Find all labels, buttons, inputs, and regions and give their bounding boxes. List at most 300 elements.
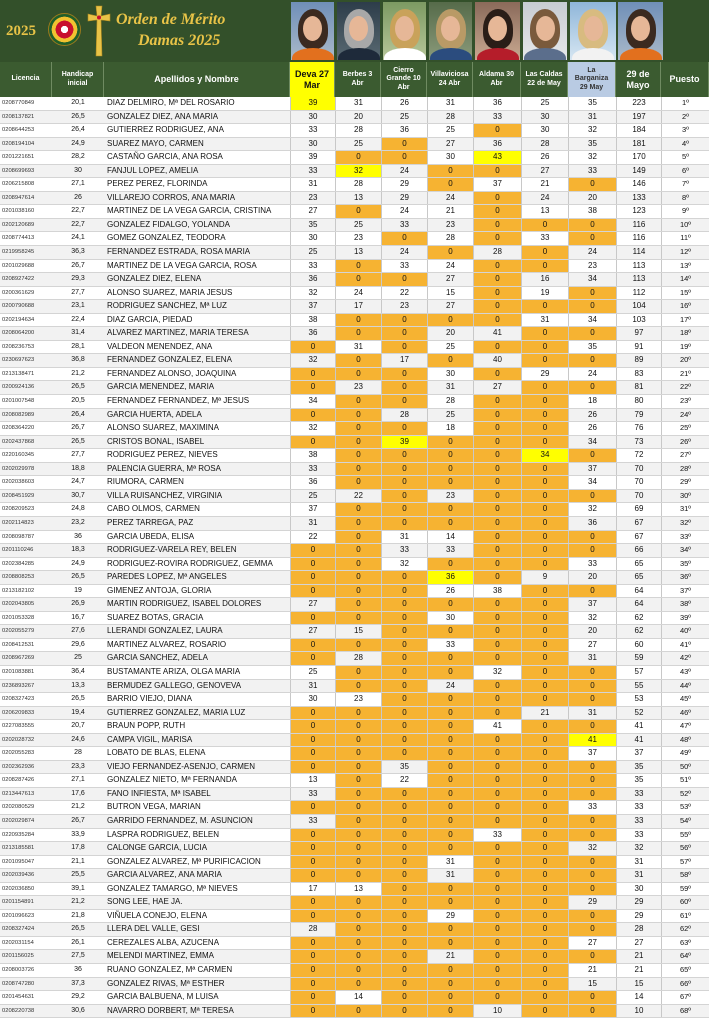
score-cell-cierro-grande: 0 <box>381 463 427 476</box>
player-row <box>0 1005 709 1019</box>
header-event-aldama: Aldama 30 Abr <box>473 62 521 97</box>
score-cell-aldama: 0 <box>473 368 521 381</box>
score-cell-cierro-grande: 0 <box>381 341 427 354</box>
score-cell-las-caldas: 30 <box>521 111 568 124</box>
score-cell-berbes: 0 <box>335 774 381 787</box>
score-cell-villaviciosa: 0 <box>427 978 473 991</box>
score-cell-aldama: 0 <box>473 287 521 300</box>
score-cell-villaviciosa: 30 <box>427 368 473 381</box>
player-row <box>0 652 709 666</box>
score-cell-villaviciosa: 0 <box>427 761 473 774</box>
winner-photo-villaviciosa <box>429 2 472 60</box>
score-cell-berbes: 28 <box>335 178 381 191</box>
total-points-cell: 33 <box>616 815 661 828</box>
handicap-cell: 18,3 <box>71 546 85 554</box>
score-cell-aldama: 0 <box>473 856 521 869</box>
puesto-cell: 22º <box>661 381 709 394</box>
score-cell-deva: 0 <box>290 381 335 394</box>
score-cell-cierro-grande: 22 <box>381 774 427 787</box>
player-name-cell: CABO OLMOS, CARMEN <box>107 504 200 514</box>
score-cell-berbes: 0 <box>335 666 381 679</box>
score-cell-la-barganiza: 31 <box>568 111 616 124</box>
total-points-cell: 184 <box>616 124 661 137</box>
player-row <box>0 354 709 368</box>
score-cell-cierro-grande: 39 <box>381 436 427 449</box>
handicap-cell: 36,3 <box>71 248 85 256</box>
player-name-cell: GUTIERREZ GONZALEZ, MARIA LUZ <box>107 707 246 717</box>
score-cell-deva: 0 <box>290 720 335 733</box>
score-cell-la-barganiza: 34 <box>568 273 616 286</box>
player-row <box>0 232 709 246</box>
score-cell-la-barganiza: 37 <box>568 747 616 760</box>
score-cell-aldama: 0 <box>473 680 521 693</box>
player-row <box>0 260 709 274</box>
total-points-cell: 197 <box>616 111 661 124</box>
player-row <box>0 598 709 612</box>
score-cell-villaviciosa: 0 <box>427 693 473 706</box>
score-cell-cierro-grande: 24 <box>381 205 427 218</box>
score-cell-villaviciosa: 0 <box>427 991 473 1004</box>
player-name-cell: GARCIA HUERTA, ADELA <box>107 409 202 419</box>
winner-photo-deva <box>291 2 334 60</box>
handicap-cell: 19,4 <box>71 708 85 716</box>
score-cell-berbes: 31 <box>335 341 381 354</box>
player-row <box>0 869 709 883</box>
licencia-cell: 0201096623 <box>2 912 35 919</box>
score-cell-deva: 33 <box>290 165 335 178</box>
player-name-cell: GARCIA MENENDEZ, MARIA <box>107 382 215 392</box>
score-cell-cierro-grande: 0 <box>381 598 427 611</box>
score-cell-aldama: 0 <box>473 896 521 909</box>
player-name-cell: PALENCIA GUERRA, Mª ROSA <box>107 463 221 473</box>
licencia-cell: 0200790688 <box>2 303 35 310</box>
score-cell-las-caldas: 21 <box>521 178 568 191</box>
score-cell-berbes: 0 <box>335 734 381 747</box>
score-cell-berbes: 25 <box>335 138 381 151</box>
score-cell-deva: 0 <box>290 558 335 571</box>
player-name-cell: LLERA DEL VALLE, GESI <box>107 924 200 934</box>
score-cell-la-barganiza: 31 <box>568 707 616 720</box>
score-cell-las-caldas: 0 <box>521 341 568 354</box>
total-points-cell: 21 <box>616 950 661 963</box>
licencia-cell: 0208927422 <box>2 276 35 283</box>
score-cell-villaviciosa: 0 <box>427 829 473 842</box>
player-name-cell: GONZALEZ DIEZ, ANA MARIA <box>107 111 219 121</box>
score-cell-las-caldas: 13 <box>521 205 568 218</box>
score-cell-berbes: 0 <box>335 950 381 963</box>
score-cell-las-caldas: 0 <box>521 585 568 598</box>
licencia-cell: 0202055283 <box>2 750 35 757</box>
player-name-cell: FERNANDEZ ALONSO, JOAQUINA <box>107 368 237 378</box>
score-cell-aldama: 0 <box>473 409 521 422</box>
score-cell-aldama: 32 <box>473 666 521 679</box>
puesto-cell: 36º <box>661 571 709 584</box>
score-cell-deva: 27 <box>290 205 335 218</box>
score-cell-la-barganiza: 33 <box>568 165 616 178</box>
puesto-cell: 32º <box>661 517 709 530</box>
puesto-cell: 15º <box>661 287 709 300</box>
player-row <box>0 476 709 490</box>
score-cell-villaviciosa: 0 <box>427 178 473 191</box>
total-points-cell: 81 <box>616 381 661 394</box>
score-cell-aldama: 0 <box>473 869 521 882</box>
score-cell-berbes: 0 <box>335 788 381 801</box>
score-cell-aldama: 0 <box>473 652 521 665</box>
player-name-cell: MARTINEZ DE LA VEGA GARCIA, CRISTINA <box>107 206 272 216</box>
score-cell-berbes: 0 <box>335 585 381 598</box>
score-cell-deva: 0 <box>290 801 335 814</box>
score-cell-berbes: 0 <box>335 761 381 774</box>
licencia-cell: 0202194634 <box>2 316 35 323</box>
score-cell-deva: 0 <box>290 937 335 950</box>
score-cell-la-barganiza: 37 <box>568 463 616 476</box>
score-cell-aldama: 0 <box>473 165 521 178</box>
handicap-cell: 36 <box>74 532 82 540</box>
score-cell-cierro-grande: 0 <box>381 801 427 814</box>
licencia-cell: 0208770849 <box>2 100 35 106</box>
score-cell-cierro-grande: 0 <box>381 842 427 855</box>
puesto-cell: 43º <box>661 666 709 679</box>
score-cell-aldama: 0 <box>473 463 521 476</box>
score-cell-la-barganiza: 32 <box>568 124 616 137</box>
licencia-cell: 0202055279 <box>2 628 35 635</box>
score-cell-aldama: 0 <box>473 232 521 245</box>
handicap-cell: 21,2 <box>71 369 85 377</box>
player-name-cell: CEREZALES ALBA, AZUCENA <box>107 937 220 947</box>
score-cell-deva: 0 <box>290 639 335 652</box>
handicap-cell: 31,4 <box>71 329 85 337</box>
player-name-cell: CASTAÑO GARCIA, ANA ROSA <box>107 152 223 162</box>
licencia-cell: 0201156025 <box>2 953 34 960</box>
score-cell-villaviciosa: 0 <box>427 774 473 787</box>
score-cell-berbes: 0 <box>335 544 381 557</box>
score-cell-berbes: 0 <box>335 842 381 855</box>
score-cell-villaviciosa: 0 <box>427 436 473 449</box>
score-cell-cierro-grande: 0 <box>381 314 427 327</box>
handicap-cell: 16,7 <box>71 613 85 621</box>
score-cell-deva: 0 <box>290 978 335 991</box>
score-cell-aldama: 0 <box>473 558 521 571</box>
score-cell-berbes: 0 <box>335 409 381 422</box>
total-points-cell: 146 <box>616 178 661 191</box>
score-cell-la-barganiza: 32 <box>568 151 616 164</box>
total-points-cell: 67 <box>616 531 661 544</box>
player-row <box>0 449 709 463</box>
score-cell-las-caldas: 26 <box>521 151 568 164</box>
total-points-cell: 113 <box>616 260 661 273</box>
score-cell-cierro-grande: 0 <box>381 449 427 462</box>
winner-photo-cierro-grande <box>383 2 426 60</box>
score-cell-villaviciosa: 26 <box>427 585 473 598</box>
header-licencia: Licencia <box>0 62 52 97</box>
player-row <box>0 978 709 992</box>
score-cell-las-caldas: 0 <box>521 260 568 273</box>
handicap-cell: 36,8 <box>71 356 85 364</box>
puesto-cell: 6º <box>661 165 709 178</box>
puesto-cell: 44º <box>661 680 709 693</box>
winner-photo-berbes <box>337 2 380 60</box>
score-cell-deva: 31 <box>290 178 335 191</box>
licencia-cell: 0208364220 <box>2 425 35 432</box>
player-row <box>0 856 709 870</box>
score-cell-las-caldas: 0 <box>521 720 568 733</box>
score-cell-cierro-grande: 0 <box>381 869 427 882</box>
puesto-cell: 10º <box>661 219 709 232</box>
player-row <box>0 558 709 572</box>
licencia-cell: 0208236753 <box>2 343 35 350</box>
licencia-cell: 0201221651 <box>2 154 35 161</box>
licencia-cell: 0208209523 <box>2 506 35 513</box>
handicap-cell: 21,8 <box>71 911 85 919</box>
player-name-cell: PEREZ PEREZ, FLORINDA <box>107 179 208 189</box>
player-name-cell: GONZALEZ ALVAREZ, Mª PURIFICACION <box>107 856 261 866</box>
puesto-cell: 27º <box>661 449 709 462</box>
puesto-cell: 28º <box>661 463 709 476</box>
handicap-cell: 25,5 <box>71 871 85 879</box>
total-points-cell: 37 <box>616 747 661 760</box>
score-cell-berbes: 0 <box>335 422 381 435</box>
handicap-cell: 24,7 <box>71 478 85 486</box>
puesto-cell: 46º <box>661 707 709 720</box>
score-cell-la-barganiza: 0 <box>568 354 616 367</box>
score-cell-la-barganiza: 0 <box>568 829 616 842</box>
score-cell-la-barganiza: 33 <box>568 801 616 814</box>
total-points-cell: 28 <box>616 923 661 936</box>
score-cell-deva: 33 <box>290 124 335 137</box>
score-cell-aldama: 0 <box>473 734 521 747</box>
winner-photo-la-barganiza <box>570 2 616 60</box>
player-name-cell: BUSTAMANTE ARIZA, OLGA MARIA <box>107 666 241 676</box>
score-cell-villaviciosa: 24 <box>427 260 473 273</box>
score-cell-villaviciosa: 14 <box>427 531 473 544</box>
player-name-cell: CALONGE GARCIA, LUCIA <box>107 843 208 853</box>
score-cell-las-caldas: 0 <box>521 544 568 557</box>
score-cell-berbes: 0 <box>335 856 381 869</box>
licencia-cell: 0202080529 <box>2 804 35 811</box>
score-cell-la-barganiza: 0 <box>568 232 616 245</box>
score-cell-la-barganiza: 26 <box>568 422 616 435</box>
player-row <box>0 612 709 626</box>
total-points-cell: 29 <box>616 910 661 923</box>
score-cell-aldama: 0 <box>473 964 521 977</box>
score-cell-deva: 17 <box>290 883 335 896</box>
score-cell-villaviciosa: 0 <box>427 314 473 327</box>
handicap-cell: 17,6 <box>71 789 85 797</box>
score-cell-las-caldas: 0 <box>521 734 568 747</box>
player-name-cell: GONZALEZ RIVAS, Mª ESTHER <box>107 978 225 988</box>
score-cell-berbes: 13 <box>335 192 381 205</box>
score-cell-deva: 39 <box>290 97 335 110</box>
total-points-cell: 14 <box>616 991 661 1004</box>
total-points-cell: 170 <box>616 151 661 164</box>
score-cell-berbes: 22 <box>335 490 381 503</box>
licencia-cell: 0202437868 <box>2 438 35 445</box>
score-cell-villaviciosa: 31 <box>427 381 473 394</box>
licencia-cell: 0208220738 <box>2 1007 35 1014</box>
total-points-cell: 89 <box>616 354 661 367</box>
score-cell-aldama: 0 <box>473 219 521 232</box>
winner-photo-overall <box>618 2 663 60</box>
handicap-cell: 24,8 <box>71 505 85 513</box>
victory-cross-icon <box>86 4 112 58</box>
score-cell-berbes: 0 <box>335 612 381 625</box>
score-cell-deva: 38 <box>290 314 335 327</box>
total-points-cell: 133 <box>616 192 661 205</box>
licencia-cell: 0236893267 <box>2 682 35 689</box>
puesto-cell: 63º <box>661 937 709 950</box>
score-cell-cierro-grande: 0 <box>381 476 427 489</box>
score-cell-cierro-grande: 0 <box>381 734 427 747</box>
score-cell-aldama: 0 <box>473 747 521 760</box>
score-cell-las-caldas: 30 <box>521 124 568 137</box>
banner-title: Orden de Mérito <box>116 11 226 28</box>
total-points-cell: 60 <box>616 639 661 652</box>
score-cell-villaviciosa: 0 <box>427 517 473 530</box>
handicap-cell: 29,3 <box>71 275 85 283</box>
score-cell-la-barganiza: 27 <box>568 639 616 652</box>
score-cell-cierro-grande: 29 <box>381 178 427 191</box>
puesto-cell: 7º <box>661 178 709 191</box>
player-row <box>0 950 709 964</box>
player-row <box>0 625 709 639</box>
score-cell-berbes: 13 <box>335 883 381 896</box>
puesto-cell: 42º <box>661 652 709 665</box>
score-cell-aldama: 0 <box>473 923 521 936</box>
total-points-cell: 41 <box>616 734 661 747</box>
puesto-cell: 50º <box>661 761 709 774</box>
handicap-cell: 26,9 <box>71 600 85 608</box>
score-cell-las-caldas: 33 <box>521 232 568 245</box>
score-cell-las-caldas: 0 <box>521 883 568 896</box>
score-cell-la-barganiza: 35 <box>568 97 616 110</box>
score-cell-villaviciosa: 18 <box>427 422 473 435</box>
score-cell-las-caldas: 25 <box>521 97 568 110</box>
score-cell-villaviciosa: 28 <box>427 395 473 408</box>
score-cell-la-barganiza: 27 <box>568 937 616 950</box>
score-cell-la-barganiza: 34 <box>568 436 616 449</box>
player-name-cell: DIAZ GARCIA, PIEDAD <box>107 314 193 324</box>
score-cell-deva: 22 <box>290 531 335 544</box>
puesto-cell: 52º <box>661 788 709 801</box>
total-points-cell: 70 <box>616 476 661 489</box>
score-cell-deva: 0 <box>290 964 335 977</box>
score-cell-cierro-grande: 0 <box>381 503 427 516</box>
score-cell-cierro-grande: 0 <box>381 571 427 584</box>
score-cell-cierro-grande: 0 <box>381 381 427 394</box>
score-cell-la-barganiza: 23 <box>568 260 616 273</box>
player-name-cell: GONZALEZ DIEZ, ELENA <box>107 274 202 284</box>
score-cell-deva: 0 <box>290 991 335 1004</box>
puesto-cell: 29º <box>661 476 709 489</box>
score-cell-la-barganiza: 34 <box>568 314 616 327</box>
licencia-cell: 0208064200 <box>2 330 35 337</box>
score-cell-cierro-grande: 0 <box>381 883 427 896</box>
score-cell-la-barganiza: 36 <box>568 517 616 530</box>
player-name-cell: VIEJO FERNANDEZ-ASENJO, CARMEN <box>107 761 256 771</box>
total-points-cell: 91 <box>616 341 661 354</box>
score-cell-deva: 30 <box>290 693 335 706</box>
score-cell-aldama: 40 <box>473 354 521 367</box>
score-cell-la-barganiza: 21 <box>568 964 616 977</box>
score-cell-aldama: 0 <box>473 639 521 652</box>
score-cell-las-caldas: 0 <box>521 476 568 489</box>
score-cell-deva: 39 <box>290 151 335 164</box>
puesto-cell: 5º <box>661 151 709 164</box>
player-name-cell: SUAREZ BOTAS, GRACIA <box>107 612 204 622</box>
score-cell-cierro-grande: 28 <box>381 409 427 422</box>
puesto-cell: 34º <box>661 544 709 557</box>
licencia-cell: 0202114823 <box>2 519 34 526</box>
score-cell-cierro-grande: 33 <box>381 544 427 557</box>
score-cell-villaviciosa: 33 <box>427 544 473 557</box>
licencia-cell: 0202384285 <box>2 560 35 567</box>
puesto-cell: 45º <box>661 693 709 706</box>
score-cell-deva: 0 <box>290 896 335 909</box>
player-name-cell: LLERANDI GONZALEZ, LAURA <box>107 626 223 636</box>
score-cell-aldama: 0 <box>473 503 521 516</box>
player-row <box>0 991 709 1005</box>
score-cell-berbes: 0 <box>335 354 381 367</box>
player-row <box>0 801 709 815</box>
puesto-cell: 59º <box>661 883 709 896</box>
licencia-cell: 0208137821 <box>2 113 35 120</box>
score-cell-cierro-grande: 0 <box>381 964 427 977</box>
score-cell-berbes: 0 <box>335 1005 381 1018</box>
header-event-las-caldas: Las Caldas 22 de May <box>521 62 568 97</box>
score-cell-deva: 36 <box>290 476 335 489</box>
score-cell-la-barganiza: 35 <box>568 138 616 151</box>
licencia-cell: 0208644253 <box>2 127 35 134</box>
score-cell-villaviciosa: 0 <box>427 165 473 178</box>
score-cell-deva: 37 <box>290 503 335 516</box>
score-cell-berbes: 0 <box>335 368 381 381</box>
score-cell-las-caldas: 0 <box>521 693 568 706</box>
header-puesto: Puesto <box>661 62 709 97</box>
score-cell-la-barganiza: 0 <box>568 680 616 693</box>
puesto-cell: 13º <box>661 260 709 273</box>
score-cell-las-caldas: 0 <box>521 625 568 638</box>
licencia-cell: 0201095047 <box>2 858 35 865</box>
player-name-cell: MARTINEZ ALVAREZ, ROSARIO <box>107 639 227 649</box>
score-cell-cierro-grande: 36 <box>381 124 427 137</box>
licencia-cell: 0201007548 <box>2 398 35 405</box>
score-cell-las-caldas: 0 <box>521 829 568 842</box>
score-cell-villaviciosa: 0 <box>427 937 473 950</box>
total-points-cell: 223 <box>616 97 661 110</box>
score-cell-berbes: 25 <box>335 219 381 232</box>
puesto-cell: 8º <box>661 192 709 205</box>
score-cell-cierro-grande: 0 <box>381 422 427 435</box>
handicap-cell: 21,2 <box>71 898 85 906</box>
score-cell-aldama: 41 <box>473 327 521 340</box>
score-cell-deva: 37 <box>290 300 335 313</box>
player-name-cell: FERNANDEZ FERNANDEZ, Mª JESUS <box>107 396 250 406</box>
licencia-cell: 0208947614 <box>2 194 35 201</box>
licencia-cell: 0208287426 <box>2 777 35 784</box>
score-cell-deva: 0 <box>290 571 335 584</box>
puesto-cell: 57º <box>661 856 709 869</box>
score-cell-aldama: 0 <box>473 422 521 435</box>
handicap-cell: 27,6 <box>71 627 85 635</box>
handicap-cell: 37,3 <box>71 979 85 987</box>
player-row <box>0 395 709 409</box>
score-cell-cierro-grande: 0 <box>381 1005 427 1018</box>
total-points-cell: 35 <box>616 761 661 774</box>
score-cell-la-barganiza: 0 <box>568 219 616 232</box>
score-cell-deva: 33 <box>290 815 335 828</box>
score-cell-las-caldas: 0 <box>521 598 568 611</box>
score-cell-cierro-grande: 0 <box>381 517 427 530</box>
